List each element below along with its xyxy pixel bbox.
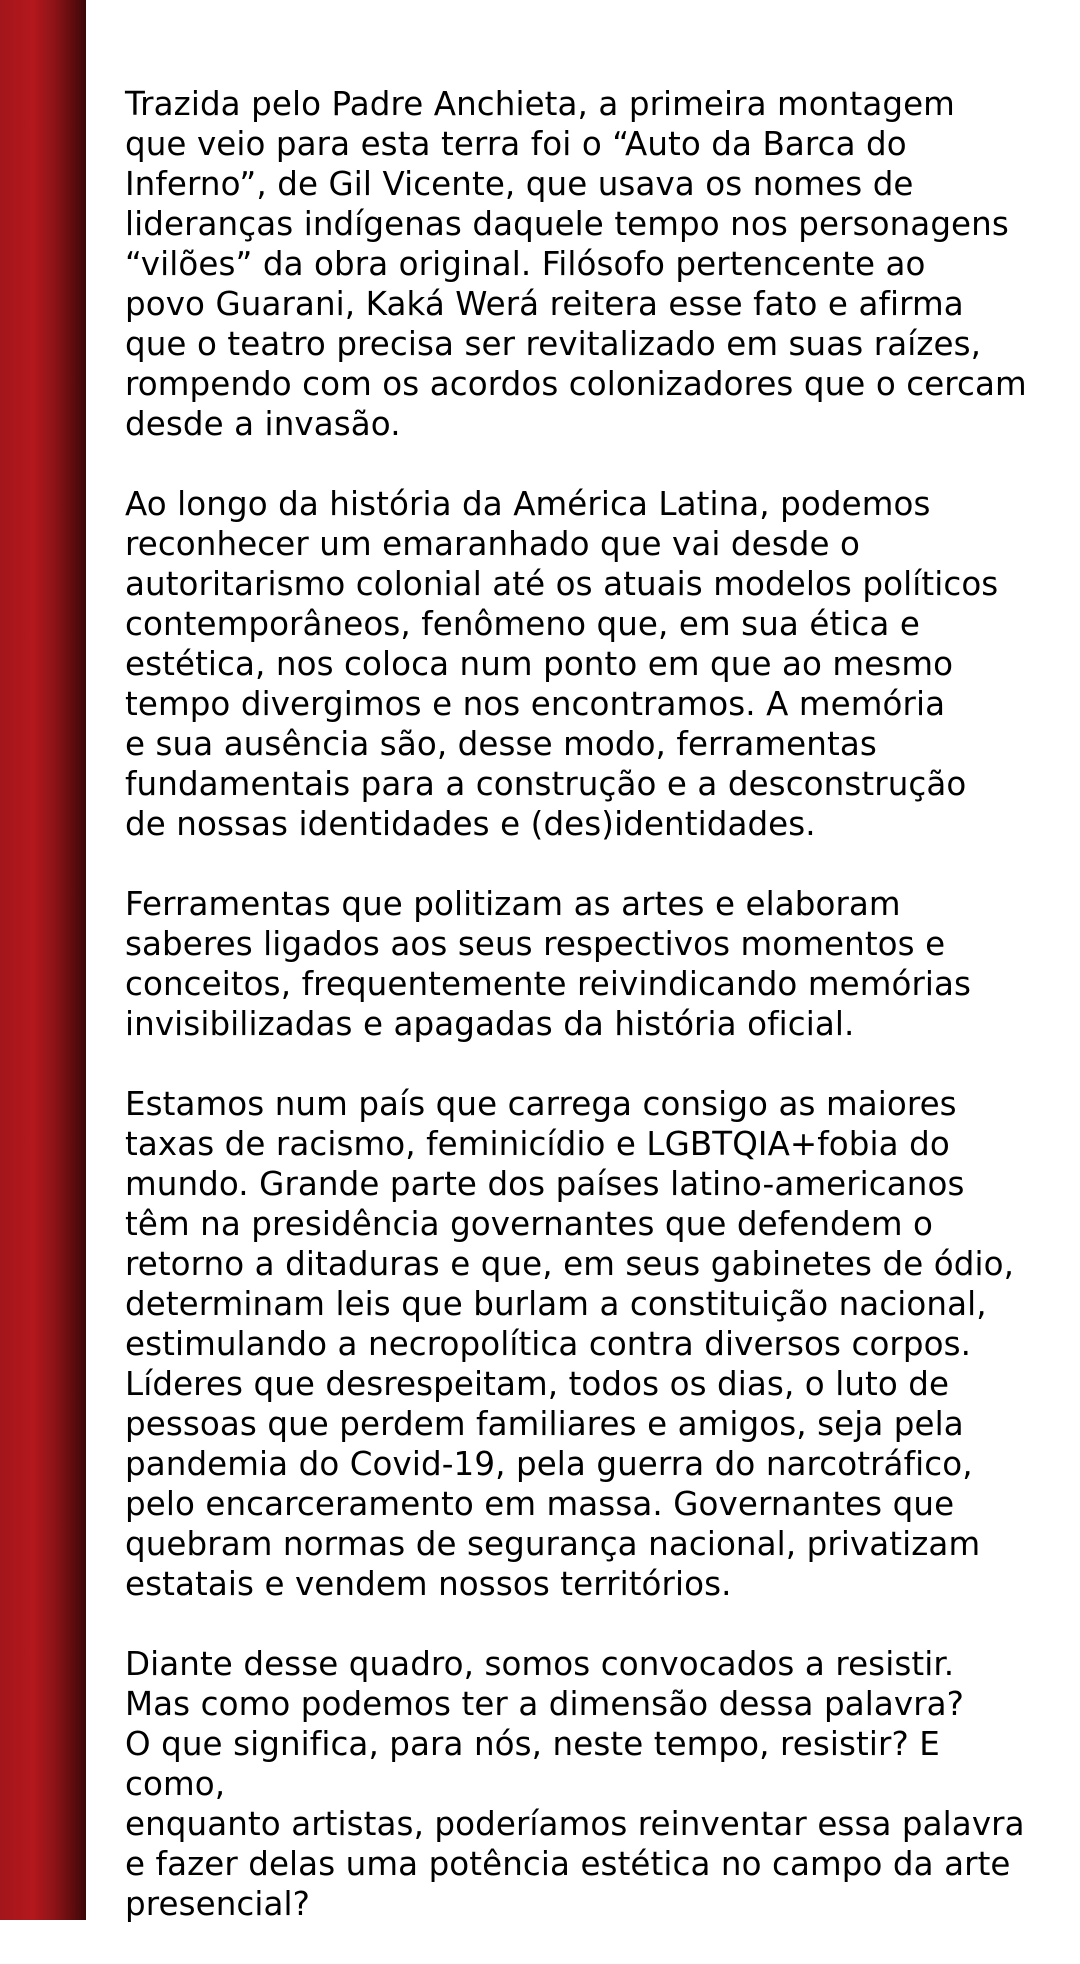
paragraph-america-latina: Ao longo da história da América Latina, podemos reconhecer um emaranhado que vai desde o autoritarismo colonial até os atuais modelos políticos contemporâneos, fenômeno que, em sua ética e estética, nos coloca num ponto em que ao mesmo tempo divergimos e nos encontramos. A memória e sua ausência são, desse modo, ferramentas fundamentais para a construção e a desconstrução de nossas identidades e (des)identidades. [125,485,999,843]
article-body [125,84,1040,1964]
decorative-red-side-band [0,0,86,1920]
paragraph-anchieta: Trazida pelo Padre Anchieta, a primeira montagem que veio para esta terra foi o “Auto da Barca do Inferno”, de Gil Vicente, que usava os nomes de lideranças indígenas daquele tempo nos personagens “vilões” da obra original. Filósofo pertencente ao povo Guarani, Kaká Werá reitera esse fato e afirma que o teatro precisa ser revitalizado em suas raízes, rompendo com os acordos colonizadores que o cercam desde a invasão. [125,85,1027,443]
paragraph-ferramentas: Ferramentas que politizam as artes e elaboram saberes ligados aos seus respectivos momentos e conceitos, frequentemente reivindicando memórias invisibilizadas e apagadas da história oficial. [125,885,972,1043]
paragraph-diante-desse-quadro: Diante desse quadro, somos convocados a resistir. Mas como podemos ter a dimensão dessa palavra? O que significa, para nós, neste tempo, resistir? E como, enquanto artistas, poderíamos reinventar essa palavra e fazer delas uma potência estética no campo da arte presencial? [125,1645,1025,1923]
paragraph-estamos-num-pais: Estamos num país que carrega consigo as maiores taxas de racismo, feminicídio e LGBTQIA+fobia do mundo. Grande parte dos países latino-americanos têm na presidência governantes que defendem o retorno a ditaduras e que, em seus gabinetes de ódio, determinam leis que burlam a constituição nacional, estimulando a necropolítica contra diversos corpos. Líderes que desrespeitam, todos os dias, o luto de pessoas que perdem familiares e amigos, seja pela pandemia do Covid-19, pela guerra do narcotráfico, pelo encarceramento em massa. Governantes que quebram normas de segurança nacional, privatizam estatais e vendem nossos territórios. [125,1085,1015,1603]
